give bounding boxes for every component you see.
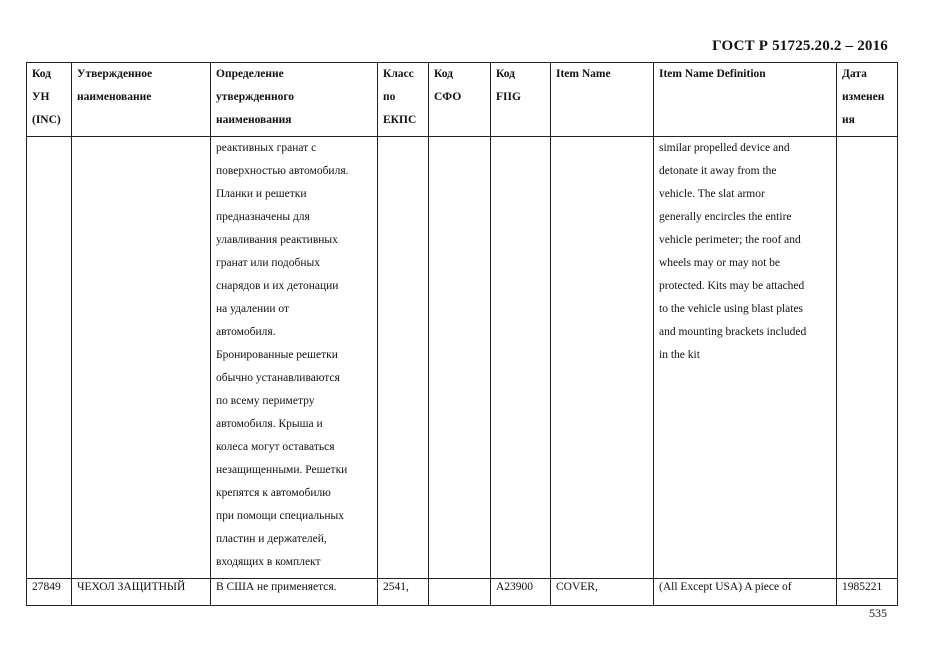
header-inc: Код УН (INC)	[27, 63, 72, 137]
cell-fiig-code: A23900	[491, 579, 551, 606]
header-item-name: Item Name	[551, 63, 654, 137]
cell-definition-en: similar propelled device and detonate it away from the vehicle. The slat armor generally encircles the entire vehicle perimeter; the roof and wheels may or may not be protected. Kits may be attached to the vehicle using blast plates and mounting brackets included in the kit	[654, 137, 837, 579]
cell-item-name-definition: (All Except USA) A piece of	[654, 579, 837, 606]
cell-item-name-empty	[551, 137, 654, 579]
header-item-name-definition: Item Name Definition	[654, 63, 837, 137]
table-row	[27, 579, 898, 606]
cell-sfo-empty	[429, 137, 491, 579]
page-number: 535	[869, 606, 887, 620]
header-ekps-class: Класс по ЕКПС	[378, 63, 429, 137]
cell-approved-name: ЧЕХОЛ ЗАЩИТНЫЙ	[72, 579, 211, 606]
cell-ekps-empty	[378, 137, 429, 579]
header-sfo-code: Код СФО	[429, 63, 491, 137]
cell-item-name: COVER,	[551, 579, 654, 606]
cell-fiig-empty	[491, 137, 551, 579]
table-row	[27, 137, 898, 579]
header-change-date: Дата изменен ия	[837, 63, 898, 137]
header-approved-name: Утвержденное наименование	[72, 63, 211, 137]
table-header-row	[27, 63, 898, 137]
cell-inc: 27849	[27, 579, 72, 606]
cell-sfo-code	[429, 579, 491, 606]
cell-definition-ru: реактивных гранат с поверхностью автомобиля. Планки и решетки предназначены для улавливания реактивных гранат или подобных снарядов и их детонации на удалении от автомобиля. Бронированные решетки обычно устанавливаются по всему периметру автомобиля. Крыша и колеса могут оставаться незащищенными. Решетки крепятся к автомобилю при помощи специальных пластин и держателей, входящих в комплект	[211, 137, 378, 579]
item-names-table	[26, 62, 898, 606]
cell-ekps-class: 2541,	[378, 579, 429, 606]
cell-definition-ru: В США не применяется.	[211, 579, 378, 606]
cell-approved-name-empty	[72, 137, 211, 579]
document-title: ГОСТ Р 51725.20.2 – 2016	[712, 38, 888, 54]
header-fiig-code: Код FIIG	[491, 63, 551, 137]
header-definition: Определение утвержденного наименования	[211, 63, 378, 137]
cell-date-empty	[837, 137, 898, 579]
cell-inc-empty	[27, 137, 72, 579]
cell-change-date: 1985221	[837, 579, 898, 606]
